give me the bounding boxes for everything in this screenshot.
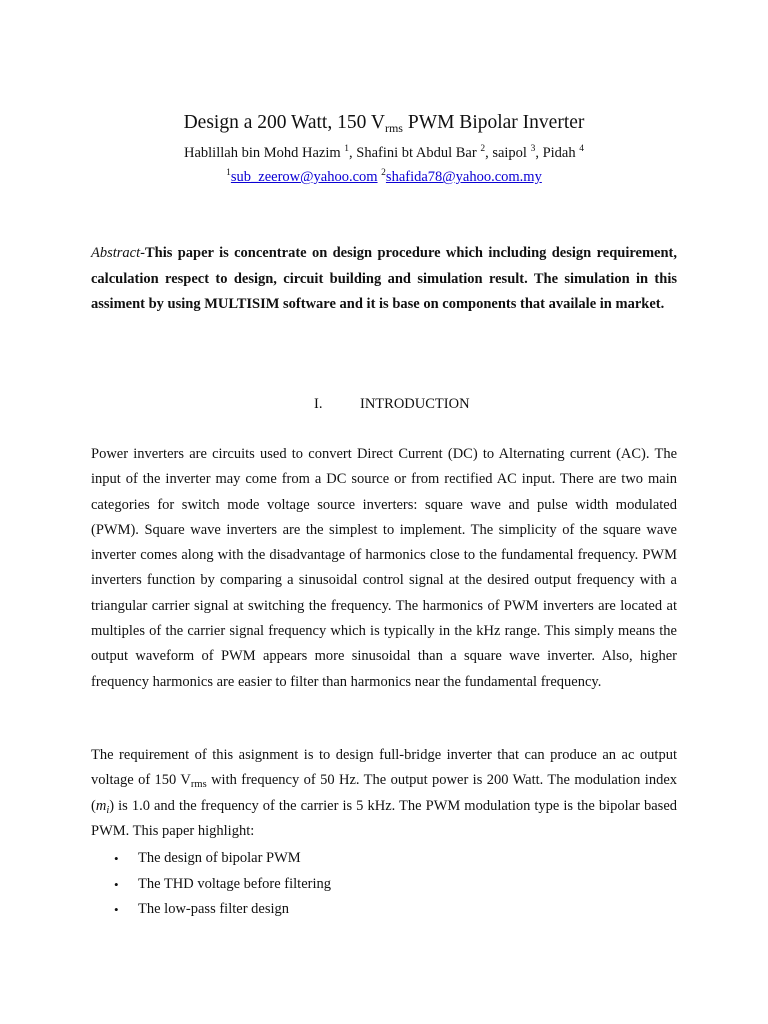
author-name: Shafini bt Abdul Bar [356, 145, 477, 161]
rms-subscript: rms [190, 779, 207, 791]
email-list [0, 167, 768, 187]
author-mark: 4 [579, 144, 584, 154]
section-number: I. [314, 396, 323, 412]
email-link[interactable]: sub_zeerow@yahoo.com [230, 169, 378, 185]
author-separator: , [535, 145, 543, 161]
intro-paragraph-1: Power inverters are circuits used to convert Direct Current (DC) to Alternating current (AC). The input of the inverter may come from a DC source or from rectified AC input. There are two main categories for switch mode voltage source inverters: square wave and pulse width modulated (PWM). Square wave inverters are the simplest to implement. The simplicity of the square wave inverter comes along with the disadvantage of harmonics close to the fundamental frequency. PWM inverters function by comparing a sinusoidal control signal at the desired output frequency with a triangular carrier signal at switching the frequency. The harmonics of PWM inverters are located at multiples of the carrier signal frequency which is typically in the kHz range. This simply means the output waveform of PWM appears more sinusoidal than a square wave inverter. Also, higher frequency harmonics are easier to filter than harmonics near the fundamental frequency. [91, 446, 677, 690]
abstract-label: Abstract- [91, 245, 145, 261]
list-item-text: The THD voltage before filtering [138, 875, 331, 892]
bullet-icon: • [114, 851, 119, 866]
title-subscript: rms [384, 121, 403, 135]
author-mark: 3 [530, 144, 536, 154]
abstract-text: This paper is concentrate on design procedure which including design requirement, calculation respect to design, circuit building and simulation result. The simulation in this assiment by using MULTISIM software and it is base on components that availale in market. [91, 245, 677, 312]
author-name: Pidah [542, 145, 576, 161]
author-name: saipol [492, 145, 527, 161]
list-item [91, 846, 677, 872]
email-mark: 2 [381, 168, 386, 178]
highlight-list [91, 846, 677, 923]
intro-paragraph-2 [91, 743, 677, 844]
list-item-text: The low-pass filter design [138, 901, 290, 917]
paper-title [0, 110, 768, 141]
bullet-icon: • [114, 902, 119, 917]
author-separator: , [485, 145, 493, 161]
list-item-text: The design of bipolar PWM [138, 850, 301, 866]
author-separator: , [349, 145, 357, 161]
list-item [91, 872, 677, 898]
author-mark: 1 [344, 144, 350, 154]
paragraph-text: ) is 1.0 and the frequency of the carrier is 5 kHz. The PWM modulation type is the bipolar based PWM. This paper highlight: [91, 797, 677, 839]
bullet-icon: • [114, 876, 119, 892]
author-mark: 2 [480, 144, 486, 154]
email-mark: 1 [226, 168, 231, 178]
abstract [91, 241, 677, 318]
email-link[interactable]: shafida78@yahoo.com.my [385, 169, 542, 185]
title-suffix: PWM Bipolar Inverter [402, 112, 585, 133]
paragraph-text: with frequency of 50 Hz. The output power is 200 Watt. The modulation index ( [91, 772, 678, 814]
modulation-symbol: m [95, 797, 107, 814]
list-item [91, 897, 677, 923]
paragraph-text: The requirement of this asignment is to design full-bridge inverter that can produce an ac output voltage of 150 V [91, 747, 677, 789]
author-list [0, 143, 768, 163]
title-prefix: Design a 200 Watt, 150 V [183, 112, 385, 133]
section-title: INTRODUCTION [360, 396, 470, 412]
modulation-subscript: i [106, 804, 110, 816]
author-name: Hablillah bin Mohd Hazim [183, 145, 341, 161]
